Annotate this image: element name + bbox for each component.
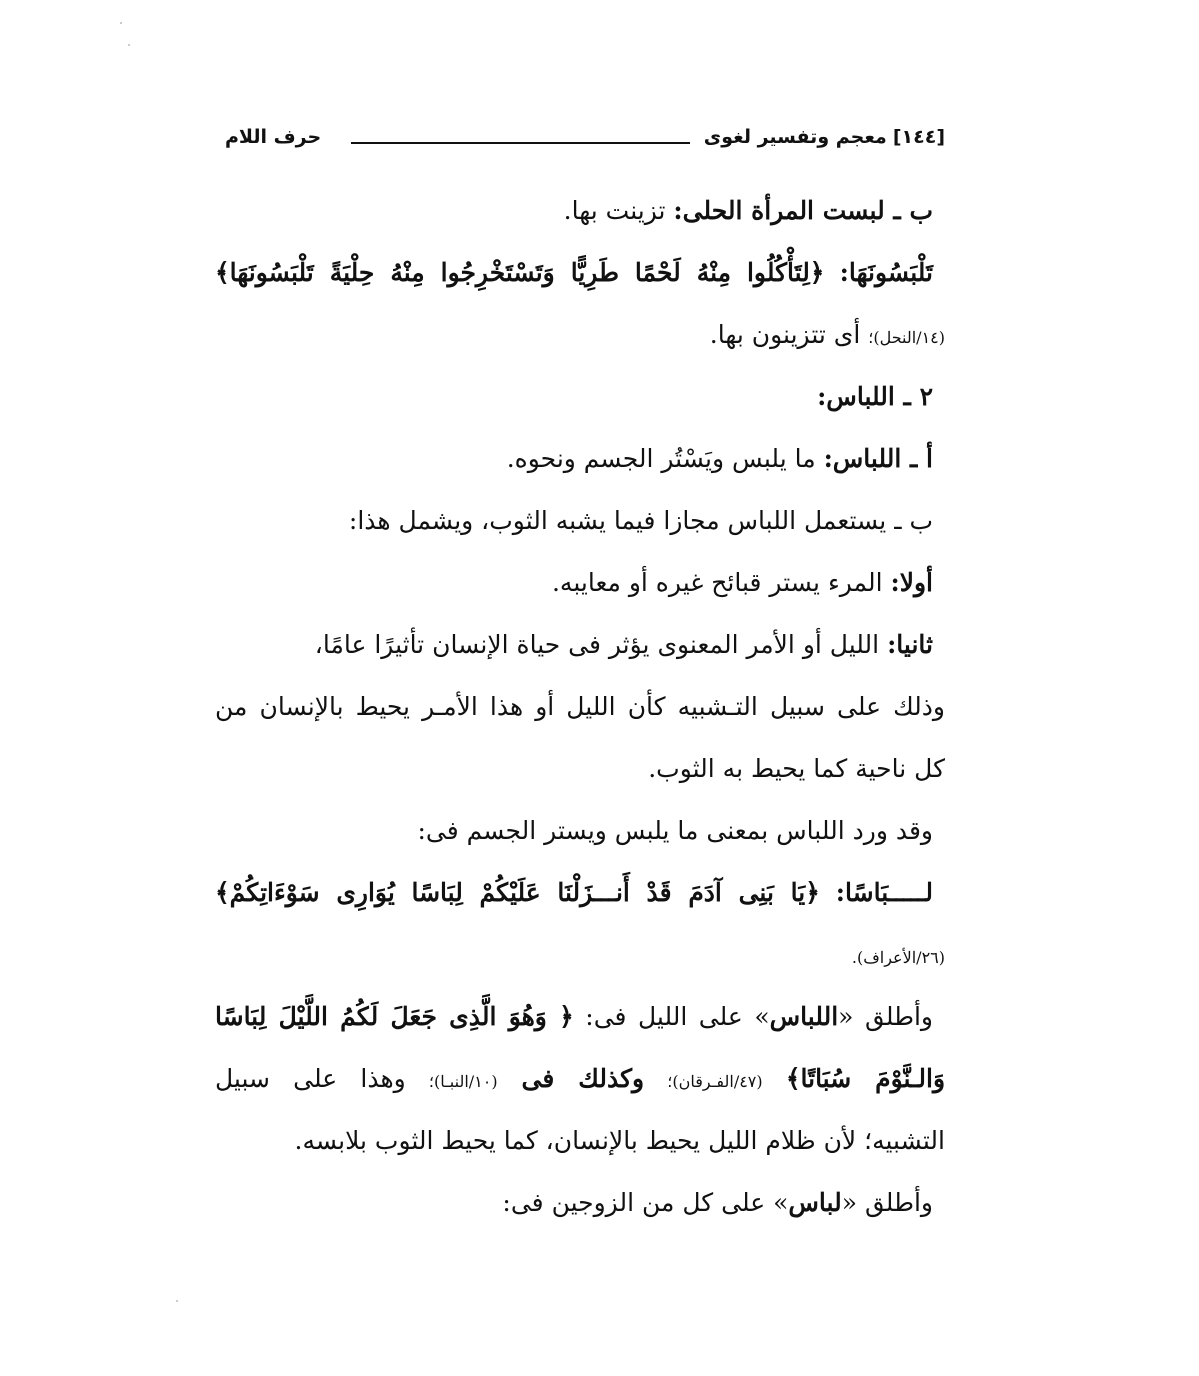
paragraph-line: وأطلق «اللباس» على الليل فى: ﴿ وَهُوَ الَّذِى جَعَلَ لَكُمُ اللَّيْلَ لِبَاسًا [215,1002,934,1031]
paragraph-line: ثانيا: الليل أو الأمر المعنوى يؤثر فى حياة الإنسان تأثيرًا عامًا، [314,630,933,659]
scan-speck [120,22,122,24]
page-body [215,180,945,1234]
verse-reference: (٤٧/الفـرقان)؛ [667,1072,763,1091]
book-title: معجم وتفسير لغوى [703,126,887,148]
scan-speck [128,44,130,46]
paragraph-line: ب ـ لبست المرأة الحلى: تزينت بها. [563,196,933,225]
paragraph-line: وأطلق «لباس» على كل من الزوجين فى: [502,1188,933,1217]
quran-verse: ﴿ وَهُوَ الَّذِى جَعَلَ لَكُمُ اللَّيْلَ لِبَاسًا [215,1002,574,1031]
quran-verse: وَالـنَّوْمَ سُبَاتًا﴾ [785,1064,945,1093]
verse-reference: (٢٦/الأعراف). [851,948,945,967]
paragraph-line: وذلك على سبيل التـشبيه كأن الليل أو هذا الأمـر يحيط بالإنسان من [215,692,945,721]
paragraph-line: أ ـ اللباس: ما يلبس ويَسْتُر الجسم ونحوه. [506,444,933,473]
quran-verse: ﴿يَا بَنِى آدَمَ قَدْ أَنـــزَلْنَا عَلَيْكُمْ لِبَاسًا يُوَارِى سَوْءَاتِكُمْ﴾ [215,878,820,907]
section-title: حرف اللام [225,126,322,148]
verse-reference: (١٤/النحل)؛ [868,328,945,347]
paragraph-line: (١٤/النحل)؛ أى تتزينون بها. [709,320,945,349]
paragraph-line: أولا: المرء يستر قبائح غيره أو معايبه. [551,568,933,597]
verse-line: لـــــبَاسًا: ﴿يَا بَنِى آدَمَ قَدْ أَنـــزَلْنَا عَلَيْكُمْ لِبَاسًا يُوَارِى سَوْءَاتِكُمْ﴾ [215,878,933,907]
paragraph-line [215,924,945,986]
verse-reference: (١٠/النبـا)؛ [428,1072,498,1091]
page-number: [١٤٤] [892,126,945,148]
page-header [225,120,945,154]
scan-speck [176,1300,178,1302]
paragraph-line: وَالـنَّوْمَ سُبَاتًا﴾ (٤٧/الفـرقان)؛ وكذلك فى (١٠/النبـا)؛ وهذا على سبيل [215,1064,945,1093]
verse-line: تَلْبَسُونَهَا: ﴿لِتَأْكُلُوا مِنْهُ لَحْمًا طَرِيًّا وَتَسْتَخْرِجُوا مِنْهُ حِلْيَةً تَلْبَسُونَهَا﴾ [215,258,933,287]
paragraph-line: التشبيه؛ لأن ظلام الليل يحيط بالإنسان، كما يحيط الثوب بلابسه. [294,1126,945,1155]
quran-verse: ﴿لِتَأْكُلُوا مِنْهُ لَحْمًا طَرِيًّا وَتَسْتَخْرِجُوا مِنْهُ حِلْيَةً تَلْبَسُونَهَا﴾ [215,258,825,287]
paragraph-line: ب ـ يستعمل اللباس مجازا فيما يشبه الثوب، ويشمل هذا: [348,506,933,535]
header-rule [351,142,690,144]
paragraph-line: كل ناحية كما يحيط به الثوب. [648,754,945,783]
paragraph-line: وقد ورد اللباس بمعنى ما يلبس ويستر الجسم فى: [417,816,933,845]
section-heading: ٢ ـ اللباس: [817,382,933,411]
